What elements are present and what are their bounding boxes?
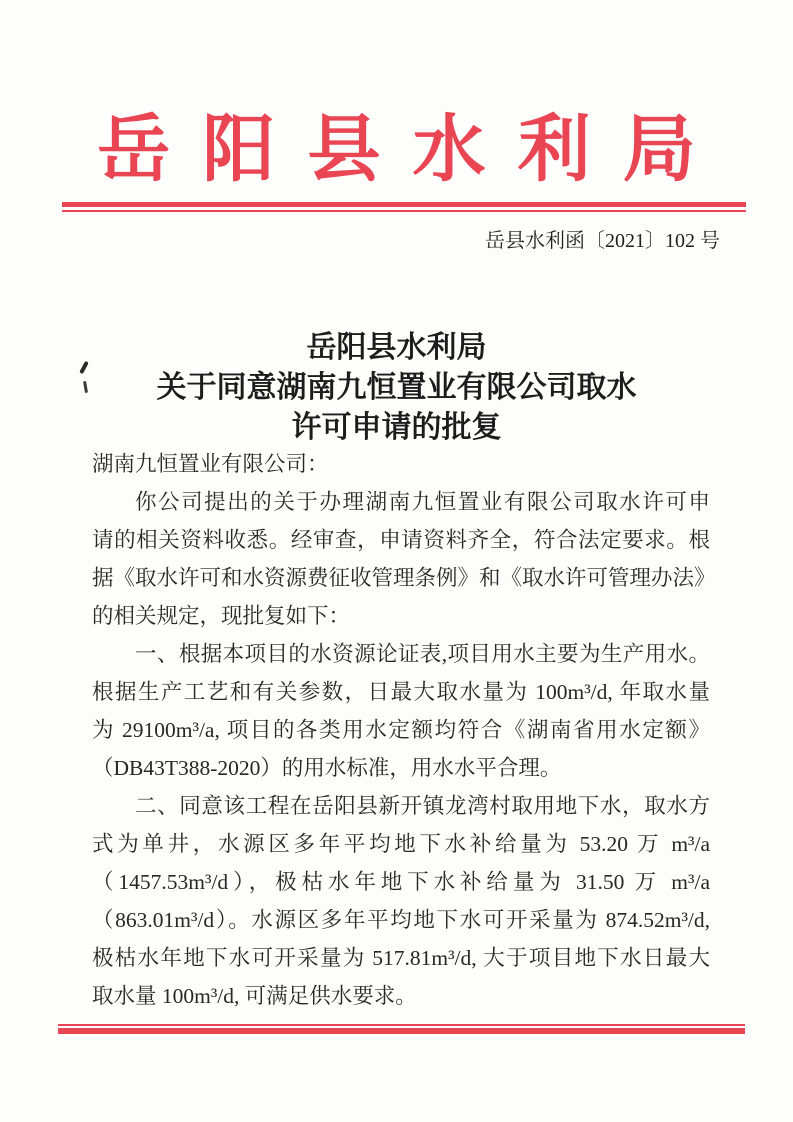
divider-thin-line bbox=[58, 1024, 745, 1026]
body-line: 的相关规定，现批复如下： bbox=[92, 604, 351, 628]
document-number: 岳县水利函〔2021〕102 号 bbox=[485, 230, 720, 252]
title-line-2: 关于同意湖南九恒置业有限公司取水 bbox=[156, 371, 637, 404]
document-body bbox=[92, 445, 716, 1015]
letterhead-agency-name: 岳阳县水利局 bbox=[97, 109, 728, 190]
body-line: 二、同意该工程在岳阳县新开镇龙湾村取用地下水，取水方 bbox=[135, 794, 710, 818]
document-title bbox=[0, 328, 793, 448]
title-line-3: 许可申请的批复 bbox=[291, 411, 502, 444]
body-line: 为 29100m³/a, 项目的各类用水定额均符合《湖南省用水定额》 bbox=[92, 718, 710, 742]
divider-thin-line bbox=[62, 210, 746, 212]
body-line: 你公司提出的关于办理湖南九恒置业有限公司取水许可申 bbox=[135, 490, 710, 514]
divider-thick-line bbox=[62, 202, 746, 207]
body-line: 式为单井，水源区多年平均地下水补给量为 53.20 万 m³/a bbox=[92, 832, 710, 856]
body-line: 请的相关资料收悉。经审查，申请资料齐全，符合法定要求。根 bbox=[92, 528, 710, 552]
divider-thick-line bbox=[58, 1028, 745, 1034]
body-line: 据《取水许可和水资源费征收管理条例》和《取水许可管理办法》 bbox=[92, 566, 716, 590]
body-line: （DB43T388-2020）的用水标准，用水水平合理。 bbox=[92, 756, 562, 780]
body-line: 根据生产工艺和有关参数，日最大取水量为 100m³/d, 年取水量 bbox=[92, 680, 710, 704]
body-line: （1457.53m³/d），极枯水年地下水补给量为 31.50 万 m³/a bbox=[92, 870, 710, 894]
title-line-1: 岳阳县水利局 bbox=[306, 331, 487, 364]
salutation: 湖南九恒置业有限公司： bbox=[92, 452, 329, 476]
body-line: 取水量 100m³/d, 可满足供水要求。 bbox=[92, 984, 417, 1008]
body-line: （863.01m³/d）。水源区多年平均地下水可开采量为 874.52m³/d, bbox=[92, 908, 710, 932]
body-line: 极枯水年地下水可开采量为 517.81m³/d, 大于项目地下水日最大 bbox=[92, 946, 710, 970]
footer-divider bbox=[58, 1024, 745, 1034]
letterhead-divider bbox=[62, 202, 746, 212]
body-line: 一、根据本项目的水资源论证表,项目用水主要为生产用水。 bbox=[135, 642, 710, 666]
letterhead bbox=[0, 110, 793, 190]
